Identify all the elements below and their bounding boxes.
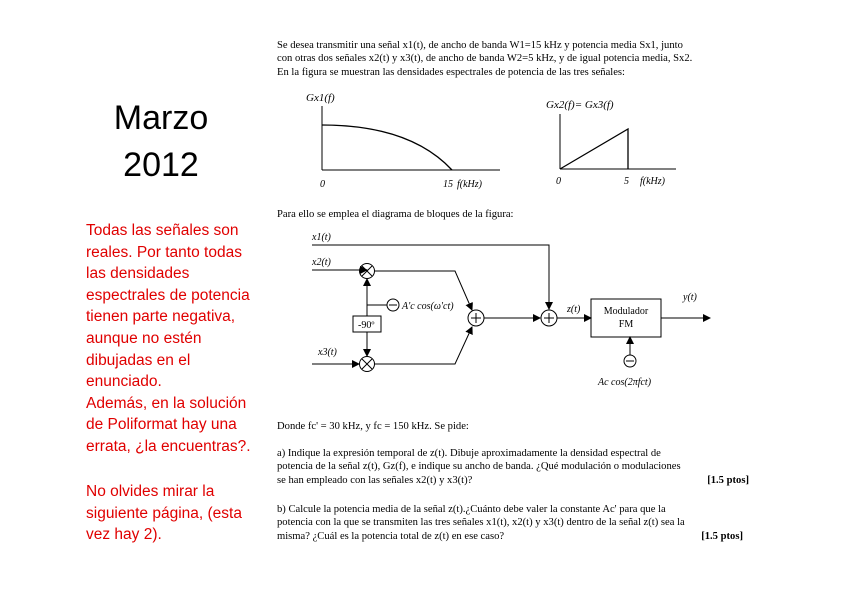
note-line: vez hay 2).	[86, 526, 162, 544]
qa-line: se han empleado con las señales x2(t) y x3(t)? [1.5 ptos]	[277, 474, 749, 486]
psd-plot-x2-x3	[546, 99, 676, 187]
note-line: tienen parte negativa,	[86, 308, 236, 326]
note-line: las densidades	[86, 265, 190, 283]
qb-points: [1.5 ptos]	[701, 530, 743, 542]
label-phase: -90º	[358, 320, 375, 331]
label-y: y(t)	[683, 292, 697, 303]
note-line: enunciado.	[86, 373, 162, 391]
plot1-xlabel: f(kHz)	[457, 179, 482, 190]
qb-line: b) Calcule la potencia media de la señal z(t).¿Cuánto debe valer la constante Ac' para que la	[277, 504, 666, 515]
plot1-tick: 15	[443, 179, 453, 190]
fm-modulator-box	[591, 299, 661, 337]
label-x3: x3(t)	[318, 347, 337, 358]
donde-text: Donde fc' = 30 kHz, y fc = 150 kHz. Se pide:	[277, 421, 469, 432]
note-line: siguiente página, (esta	[86, 504, 242, 522]
note-line: Todas las señales son	[86, 222, 239, 239]
psd-plot-x1	[306, 92, 500, 190]
intro-line: con otras dos señales x2(t) y x3(t), de ancho de banda W2=5 kHz, y de igual potencia media, Sx2.	[277, 53, 693, 65]
note-line: No olvides mirar la	[86, 483, 215, 500]
block-intro: Para ello se emplea el diagrama de bloques de la figura:	[277, 209, 514, 220]
label-mod-2: FM	[618, 319, 634, 330]
plot1-ylabel: Gx1(f)	[306, 92, 335, 104]
note-line: de Poliformat hay una	[86, 416, 237, 434]
block-diagram-labels	[311, 232, 698, 388]
plot1-origin: 0	[320, 179, 325, 190]
qa-line: potencia de la señal z(t), Gz(f), e indique su ancho de banda. ¿Qué modulación o modulaciones	[277, 461, 681, 473]
plot2-origin: 0	[556, 176, 561, 187]
intro-line: En la figura se muestran las densidades espectrales de potencia de las tres señales:	[277, 66, 625, 78]
plot2-ylabel: Gx2(f)= Gx3(f)	[546, 99, 614, 111]
qa-line: a) Indique la expresión temporal de z(t). Dibuje aproximadamente la densidad espectral de	[277, 448, 661, 459]
x1-line	[312, 245, 549, 309]
note-line: dibujadas en el	[86, 351, 191, 369]
label-mod-1: Modulador	[603, 306, 649, 317]
note-line: Además, en la solución	[86, 394, 247, 412]
plot2-xlabel: f(kHz)	[640, 176, 665, 187]
block-diagram	[312, 245, 710, 372]
note-line: aunque no estén	[86, 329, 202, 347]
label-x1: x1(t)	[312, 232, 331, 243]
plot1-curve	[322, 125, 452, 170]
note-line: errata, ¿la encuentras?.	[86, 437, 251, 455]
title-year: 2012	[123, 146, 199, 184]
qb-line: potencia con la que se transmiten las tres señales x1(t), x2(t) y x3(t) dentro de la señal z(t) sea la	[277, 517, 685, 529]
label-x2: x2(t)	[312, 257, 331, 268]
label-carrier1: A'c cos(ω'ct)	[402, 301, 454, 312]
carrier1-to-mult	[367, 279, 387, 305]
intro-line: Se desea transmitir una señal x1(t), de ancho de banda W1=15 kHz y potencia media Sx1, junto	[277, 40, 683, 51]
label-carrier2: Ac cos(2πfct)	[598, 377, 652, 388]
plot2-tick: 5	[624, 176, 629, 187]
label-z: z(t)	[567, 304, 581, 315]
note-line: espectrales de potencia	[86, 286, 250, 304]
mult-bot-to-sum	[375, 327, 472, 364]
title-month: Marzo	[113, 99, 209, 137]
qa-points: [1.5 ptos]	[707, 474, 749, 486]
note-line: reales. Por tanto todas	[86, 243, 242, 261]
qb-line: misma? ¿Cuál es la potencia total de z(t) en ese caso? [1.5 ptos]	[277, 530, 743, 542]
plot2-ramp	[560, 129, 628, 169]
